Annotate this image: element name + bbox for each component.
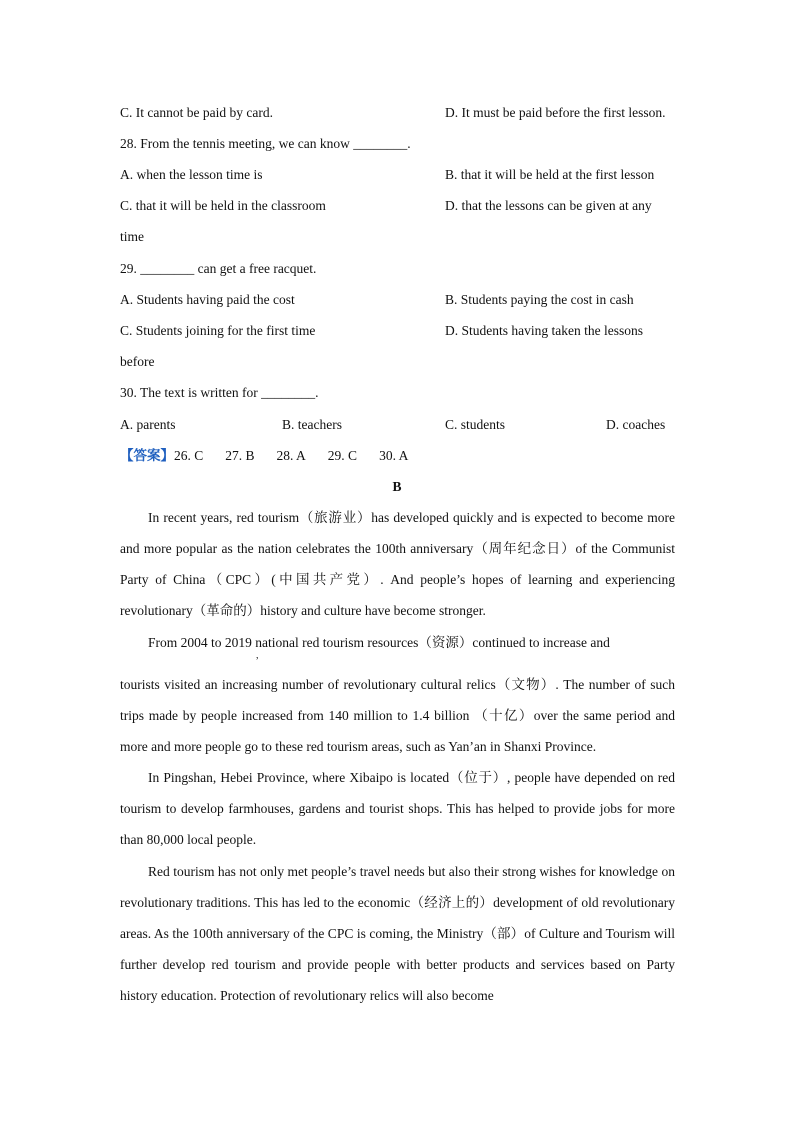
passage-paragraph-4: Red tourism has not only met people’s travel needs but also their strong wishes for knowledge on revolutionary traditions. This has led to the economic（经济上的）development of old revolutionary areas. As the 100th anniversary of the CPC is coming, the Ministry（部）of Culture and Tourism will further develop red tourism and provide people with better products and services based on Party history education. Protection of revolutionary relics will also become (120, 864, 675, 1003)
q30-option-b: B. teachers (282, 417, 342, 432)
passage-paragraph-2-first-line: From 2004 to 2019 national red tourism resources（资源）continued to increase and (148, 635, 610, 650)
q28-stem: 28. From the tennis meeting, we can know ________. (120, 136, 411, 151)
stray-comma: , (256, 650, 259, 661)
q28-option-c: C. that it will be held in the classroom (120, 198, 326, 213)
q28-option-a: A. when the lesson time is (120, 167, 263, 182)
q29-option-d: D. Students having taken the lessons (445, 323, 643, 338)
section-heading: B (392, 479, 402, 494)
q28-option-d: D. that the lessons can be given at any (445, 198, 652, 213)
answer-line (120, 447, 430, 465)
answer-item: 29. C (327, 448, 358, 463)
answer-item: 26. C (174, 448, 204, 463)
q29-option-c: C. Students joining for the first time (120, 323, 316, 338)
q30-stem: 30. The text is written for ________. (120, 385, 319, 400)
q28-option-d-continued: time (120, 229, 144, 244)
q28-option-b: B. that it will be held at the first lesson (445, 167, 655, 182)
q29-option-a: A. Students having paid the cost (120, 292, 295, 307)
q30-option-c: C. students (445, 417, 506, 432)
q27-option-d: D. It must be paid before the first lesson. (445, 105, 666, 120)
answer-item: 30. A (379, 448, 409, 463)
passage-paragraph-3: In Pingshan, Hebei Province, where Xibaipo is located（位于）, people have depended on red tourism to develop farmhouses, gardens and tourist shops. This has helped to provide jobs for more than 80,000 local people. (120, 770, 675, 847)
answer-tag: 【答案】 (120, 448, 174, 463)
q30-option-a: A. parents (120, 417, 176, 432)
passage-paragraph-1: In recent years, red tourism（旅游业）has developed quickly and is expected to become more and more popular as the nation celebrates the 100th anniversary（周年纪念日）of the Communist Party of China（CPC）(中国共产党）. And people’s hopes of learning and experiencing revolutionary（革命的）history and culture have become stronger. (120, 510, 675, 618)
answer-item: 28. A (276, 448, 306, 463)
q29-option-b: B. Students paying the cost in cash (445, 292, 634, 307)
q30-option-d: D. coaches (606, 417, 666, 432)
passage-paragraph-2-rest: tourists visited an increasing number of revolutionary cultural relics（文物）. The number of such trips made by people increased from 140 million to 1.4 billion （十亿）over the same period and more and more people go to these red tourism areas, such as Yan’an in Shanxi Province. (120, 677, 675, 754)
q29-stem: 29. ________ can get a free racquet. (120, 261, 317, 276)
q29-option-d-continued: before (120, 354, 155, 369)
q27-option-c: C. It cannot be paid by card. (120, 105, 273, 120)
answer-item: 27. B (225, 448, 255, 463)
